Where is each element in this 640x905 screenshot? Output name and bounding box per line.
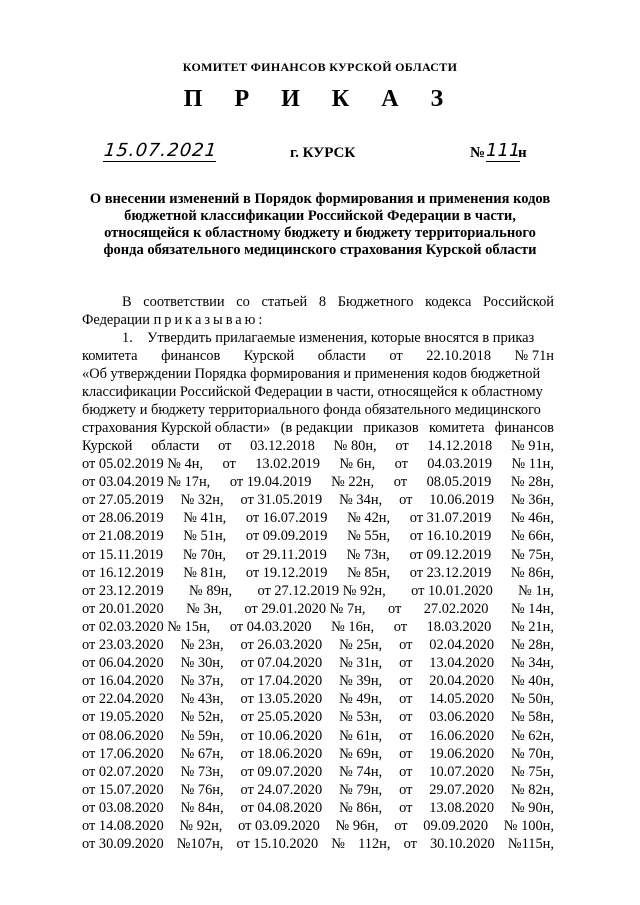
amendment-row [82,745,554,763]
amendment-cell: № 92н, [179,817,223,834]
amendment-cell: № 61н, [339,727,383,744]
amendment-cell: № 40н, [510,673,554,690]
amendment-cell: от 21.08.2019 [82,528,164,545]
amendment-row [82,727,554,745]
amendment-dates [82,437,554,853]
amendment-row [82,763,554,781]
amendment-cell: 20.04.2020 [429,673,495,690]
amendment-cell: № 28н, [510,637,554,654]
amendment-cell: № 73н, [346,546,390,563]
amendment-cell: 10.07.2020 [429,763,495,780]
order-date: 15.07.2021 [103,140,219,161]
amendment-cell: от [399,763,413,780]
amendment-cell: от [218,438,232,454]
amendment-cell: от 03.09.2020 [238,817,320,834]
body-line: 1. Утвердить прилагаемые изменения, которые вносятся в приказ [122,330,535,346]
amendment-cell: 16.06.2020 [429,727,495,744]
amendment-cell: № 46н, [510,510,554,527]
word: кодекса [425,294,472,310]
amendment-cell: от 29.11.2019 [245,546,327,563]
amendment-cell: № 73н, [180,763,224,780]
amendment-row [82,473,554,491]
word: Бюджетного [337,294,414,310]
amendment-cell: № 52н, [180,709,224,726]
amendment-cell: №115н, [507,836,554,853]
word: Российской [483,294,554,310]
amendment-row [82,618,554,636]
amendment-cell: № 86н, [339,799,383,816]
amendment-cell: от 25.05.2020 [240,709,323,726]
amendment-cell: 13.02.2019 [255,456,320,473]
amendment-cell: от [399,727,413,744]
amendment-cell: от 16.04.2020 [82,673,164,690]
committee-name: КОМИТЕТ ФИНАНСОВ КУРСКОЙ ОБЛАСТИ [182,60,458,74]
amendment-cell: от 30.09.2020 [82,836,164,853]
amendment-cell: 04.03.2019 [427,456,493,473]
amendment-cell: № 34н, [339,492,383,509]
amendment-cell: № 22н, [331,474,375,491]
amendment-cell: от [403,836,417,853]
amendment-row [82,690,554,708]
amendment-cell: № 16н, [331,618,375,635]
amendment-cell: 112н, [358,836,391,853]
amendment-cell: № 50н, [510,691,554,708]
amendment-cell: № 37н, [180,673,224,690]
amendment-cell: от 29.01.2020 № 7н, [244,600,366,617]
amendment-cell: 02.04.2020 [429,637,495,654]
amendment-cell: от [222,456,236,473]
amendment-cell: от 10.06.2020 [240,727,323,744]
amendment-cell: от 16.07.2019 [245,510,328,527]
amendment-row [82,817,554,835]
amendment-cell: № 42н, [347,510,391,527]
word: области [317,348,366,364]
amendment-cell: от 09.12.2019 [409,546,492,563]
amendment-cell: № 89н, [189,582,233,599]
amendment-cell: от [393,474,407,491]
amendment-cell: от 15.10.2020 [236,836,319,853]
amendment-cell: от [399,637,413,654]
amendment-cell: от [399,691,413,708]
amendment-cell: 10.06.2019 [429,492,495,509]
amendment-cell: № 91н, [510,438,554,454]
word: финансов [161,348,221,364]
amendment-cell: № 79н, [339,781,383,798]
amendment-cell: № 11н, [511,456,554,473]
amendment-cell: № [331,836,345,853]
amendment-cell: от 14.08.2020 [82,817,164,834]
word: финансов [494,420,554,436]
amendment-cell: № 82н, [510,781,554,798]
word: 22.10.2018 [426,348,492,364]
amendment-cell: от 16.12.2019 [82,564,164,581]
amendment-cell: от 02.03.2020 № 15н, [82,618,211,635]
amendment-cell: № 67н, [180,745,224,762]
amendment-cell: от 19.05.2020 [82,709,164,726]
body-line [82,293,554,311]
amendment-cell: от 17.06.2020 [82,745,164,762]
word: В [122,294,132,310]
amendment-row [82,491,554,509]
amendment-cell: от 18.06.2020 [240,745,323,762]
amendment-row [82,582,554,600]
amendment-cell: № 74н, [339,763,383,780]
amendment-cell: от [393,618,407,635]
amendment-cell: от 09.07.2020 [240,763,323,780]
order-body [82,293,554,437]
amendment-row [82,564,554,582]
order-title: П Р И К А З [183,86,457,112]
amendment-cell: от [387,600,402,617]
amendment-cell: № 96н, [335,817,379,834]
subject-line: фонда обязательного медицинского страхования Курской области [103,242,537,258]
amendment-cell: от 19.04.2019 [229,474,312,491]
amendment-cell: от [399,709,413,726]
amendment-cell: № 86н, [510,564,554,581]
amendment-cell: № 1н, [518,582,554,599]
amendment-cell: №107н, [176,836,224,853]
word: со [236,294,250,310]
body-line: бюджету и бюджету территориального фонда обязательного медицинского [82,402,541,418]
amendment-cell: 30.10.2020 [429,836,495,853]
word: страхования Курской области» [82,420,271,436]
amendment-cell: № 69н, [339,745,383,762]
amendment-cell: от 17.04.2020 [240,673,323,690]
word: приказов [363,420,419,436]
amendment-cell: № 90н, [510,799,554,816]
amendment-cell: от 27.12.2019 № 92н, [257,582,386,599]
amendment-row [82,799,554,817]
amendment-row [82,527,554,545]
word: комитета [82,348,138,364]
amendment-cell: от 08.06.2020 [82,727,164,744]
amendment-cell: от 27.05.2019 [82,492,164,509]
amendment-cell: от 28.06.2019 [82,510,164,527]
amendment-cell: от [399,492,413,509]
amendment-cell: № 80н, [333,438,377,454]
amendment-cell: от 02.07.2020 [82,763,164,780]
amendment-cell: от 07.04.2020 [240,655,323,672]
amendment-cell: от 05.02.2019 № 4н, [82,456,204,473]
amendment-row [82,654,554,672]
body-line: классификации Российской Федерации в части, относящейся к областному [82,384,543,400]
amendment-cell: № 3н, [186,600,222,617]
amendment-cell: № 6н, [339,456,376,473]
amendment-cell: № 62н, [510,727,554,744]
word: Курской [243,348,295,364]
amendment-cell: № 39н, [339,673,383,690]
amendment-cell: от 24.07.2020 [240,781,323,798]
amendment-cell: № 53н, [339,709,383,726]
amendment-cell: № 32н, [180,492,224,509]
amendment-cell: № 81н, [183,564,227,581]
amendment-cell: № 59н, [180,727,224,744]
amendment-cell: от 20.01.2020 [82,600,164,617]
amendment-cell: от [394,817,408,834]
amendment-cell: от 19.12.2019 [245,564,328,581]
amendment-cell: от [395,438,409,454]
amendment-cell: № 58н, [510,709,554,726]
word: Федерации [82,312,150,328]
amendment-cell: № 55н, [347,528,391,545]
amendment-row [82,708,554,726]
amendment-cell: от 31.07.2019 [409,510,492,527]
amendment-cell: от 26.03.2020 [240,637,323,654]
amendment-cell: от [399,781,413,798]
amendment-cell: № 84н, [180,799,224,816]
amendment-cell: от 16.10.2019 [409,528,492,545]
word: комитета [428,420,485,436]
amendment-cell: № 14н, [510,600,554,617]
amendment-cell: от [399,673,413,690]
amendment-cell: № 66н, [510,528,554,545]
amendment-cell: 27.02.2020 [423,600,489,617]
word: статьей [261,294,308,310]
amendment-row [82,636,554,654]
amendment-cell: 08.05.2019 [426,474,492,491]
word: № 71н [514,348,554,364]
amendment-cell: № 34н, [510,655,554,672]
amendment-cell: от 15.07.2020 [82,781,164,798]
order-verb: приказываю: [153,312,266,328]
amendment-cell: № 75н, [510,763,554,780]
amendment-cell: 03.06.2020 [429,709,495,726]
amendment-cell: от [399,799,413,816]
amendment-row [82,835,554,853]
amendment-cell: от [399,745,413,762]
amendment-row [82,437,554,455]
amendment-cell: 19.06.2020 [429,745,495,762]
amendment-cell: № 70н, [510,745,554,762]
amendment-cell: от 13.05.2020 [240,691,323,708]
amendment-cell: Курской [82,438,133,454]
amendment-cell: от [399,655,413,672]
order-subject [80,191,560,259]
amendment-cell: от 23.12.2019 [82,582,164,599]
word: (в редакции [280,420,353,436]
amendment-cell: от 10.01.2020 [411,582,493,599]
amendment-cell: от 15.11.2019 [82,546,164,563]
amendment-cell: от 09.09.2019 [245,528,328,545]
amendment-cell: № 49н, [339,691,383,708]
order-number: 111 [486,140,521,161]
amendment-cell: от 22.04.2020 [82,691,164,708]
amendment-row [82,509,554,527]
subject-line: бюджетной классификации Российской Федерации в части, [124,208,516,224]
amendment-cell: 18.03.2020 [426,618,492,635]
amendment-cell: от 23.03.2020 [82,637,164,654]
amendment-cell: № 100н, [503,817,554,834]
order-city: г. КУРСК [290,145,356,161]
amendment-cell: № 21н, [510,618,554,635]
amendment-cell: № 75н, [510,546,554,563]
amendment-cell: 14.05.2020 [429,691,495,708]
amendment-cell: 03.12.2018 [250,438,315,454]
amendment-cell: 13.08.2020 [429,799,495,816]
amendment-cell: от 31.05.2019 [240,492,323,509]
amendment-row [82,455,554,473]
amendment-cell: 14.12.2018 [427,438,493,454]
order-number-sign: № [470,145,486,161]
amendment-row [82,546,554,564]
amendment-cell: № 41н, [183,510,227,527]
word: соответствии [143,294,225,310]
amendment-cell: области [151,438,200,454]
word: 8 [318,294,327,310]
amendment-cell: № 23н, [180,637,224,654]
amendment-cell: № 36н, [510,492,554,509]
amendment-cell: № 70н, [182,546,226,563]
amendment-cell: от 04.08.2020 [240,799,323,816]
order-number-suffix: н [518,145,527,161]
amendment-cell: 09.09.2020 [423,817,489,834]
amendment-cell: от 03.08.2020 [82,799,164,816]
amendment-cell: № 31н, [339,655,383,672]
amendment-cell: № 28н, [510,474,554,491]
amendment-cell: от 03.04.2019 № 17н, [82,474,211,491]
amendment-cell: № 25н, [339,637,383,654]
body-line: «Об утверждении Порядка формирования и применения кодов бюджетной [82,366,541,382]
amendment-cell: № 85н, [347,564,391,581]
amendment-cell: 13.04.2020 [429,655,495,672]
subject-line: относящейся к областному бюджету и бюджету территориального [104,225,536,241]
body-line [82,311,554,329]
amendment-row [82,781,554,799]
word: от [389,348,403,364]
amendment-cell: № 51н, [183,528,227,545]
amendment-cell: 29.07.2020 [429,781,495,798]
body-line [82,347,554,365]
amendment-row [82,672,554,690]
amendment-cell: от 04.03.2020 [229,618,312,635]
amendment-cell: № 43н, [180,691,224,708]
amendment-cell: от [394,456,408,473]
amendment-cell: от 23.12.2019 [409,564,492,581]
body-line [82,419,554,437]
amendment-cell: от 06.04.2020 [82,655,164,672]
amendment-row [82,600,554,618]
subject-line: О внесении изменений в Порядок формирования и применения кодов [89,191,551,207]
amendment-cell: № 76н, [180,781,224,798]
amendment-cell: № 30н, [180,655,224,672]
